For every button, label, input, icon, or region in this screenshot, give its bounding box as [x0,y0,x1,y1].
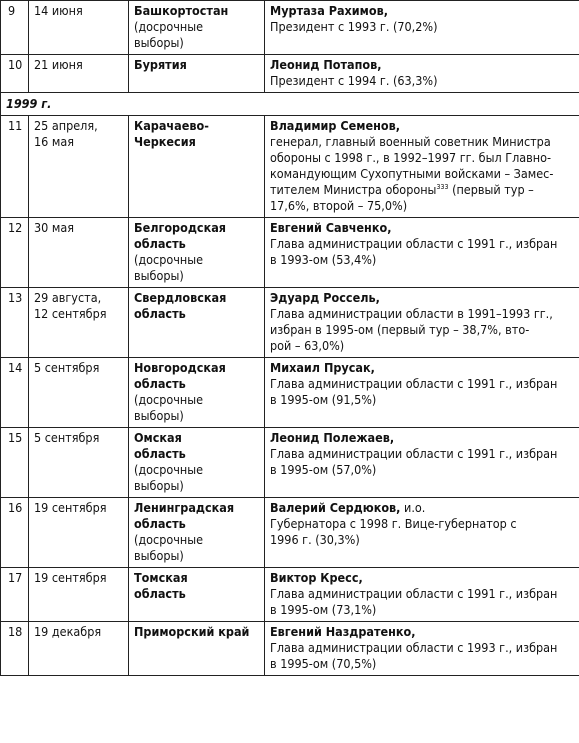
election-date-line-2: 12 сентября [34,306,107,321]
winner-cell [265,498,579,568]
region-cell [129,622,265,676]
region-cell [129,218,265,288]
winner-description-line: Глава администрации области с 1991 г., избран [270,446,558,461]
winner-name: Евгений Савченко, [270,220,392,235]
winner-description-line: в 1995-ом (57,0%) [270,462,377,477]
region-name-line: область [134,376,186,391]
election-date-line-1: 29 августа, [34,290,102,305]
row-number: 12 [1,218,29,288]
election-date-line-1: 19 сентября [34,500,107,515]
region-cell [129,1,265,55]
year-label: 1999 г. [1,93,579,116]
region-note-line: (досрочные [134,532,204,547]
table-row [1,358,579,428]
winner-cell [265,428,579,498]
election-date [29,622,129,676]
winner-name-line [270,290,575,306]
election-date [29,568,129,622]
row-number: 15 [1,428,29,498]
winner-description-line: в 1995-ом (70,5%) [270,656,377,671]
winner-cell [265,116,579,218]
region-note-line: выборы) [134,478,184,493]
winner-name: Михаил Прусак, [270,360,375,375]
election-date-line-1: 19 сентября [34,570,107,585]
region-name-line: Черкесия [134,134,196,149]
winner-name: Валерий Сердюков, [270,500,401,515]
election-date [29,218,129,288]
winner-cell [265,568,579,622]
region-note-line: выборы) [134,268,184,283]
region-cell [129,498,265,568]
winner-description-line: Президент с 1994 г. (63,3%) [270,73,438,88]
winner-name: Евгений Наздратенко, [270,624,416,639]
election-date [29,288,129,358]
winner-description-text: тителем Министра обороны [270,182,437,197]
winner-description-line: Глава администрации области с 1991 г., избран [270,236,558,251]
row-number: 13 [1,288,29,358]
election-date [29,358,129,428]
winner-cell [265,288,579,358]
winner-name: Муртаза Рахимов, [270,3,388,18]
winner-description-line: Глава администрации области с 1991 г., избран [270,586,558,601]
winner-cell [265,1,579,55]
winner-name-line [270,118,575,134]
region-name-line: Приморский край [134,624,250,639]
winner-name: Владимир Семенов, [270,118,400,133]
winner-description-line: избран в 1995-ом (первый тур – 38,7%, вто- [270,322,530,337]
winner-description-line: в 1995-ом (73,1%) [270,602,377,617]
region-cell [129,428,265,498]
winner-cell [265,358,579,428]
winner-cell [265,55,579,93]
winner-description-line [270,182,575,198]
election-date [29,1,129,55]
winner-name-suffix: и.о. [400,500,426,515]
table-row [1,1,579,55]
region-note-line: выборы) [134,548,184,563]
region-name-line: Бурятия [134,57,187,72]
election-date [29,116,129,218]
election-date-line-1: 25 апреля, [34,118,98,133]
region-name-line: область [134,586,186,601]
row-number: 18 [1,622,29,676]
row-number: 9 [1,1,29,55]
region-name-line: область [134,236,186,251]
winner-name-line [270,570,575,586]
winner-cell [265,622,579,676]
table-row [1,288,579,358]
winner-description-line: в 1995-ом (91,5%) [270,392,377,407]
table-row [1,55,579,93]
election-date-line-1: 5 сентября [34,360,100,375]
election-date-line-1: 21 июня [34,57,83,72]
winner-name-line [270,220,575,236]
row-number: 16 [1,498,29,568]
region-name-line: Ленинградская [134,500,235,515]
region-note-line: (досрочные [134,19,204,34]
election-date [29,498,129,568]
region-name-line: Белгородская [134,220,227,235]
winner-description-line: 17,6%, второй – 75,0%) [270,198,408,213]
year-separator-row [1,93,579,116]
table-row [1,428,579,498]
region-note-line: (досрочные [134,392,204,407]
election-date-line-1: 5 сентября [34,430,100,445]
winner-description-text: (первый тур – [452,182,534,197]
region-note-line: выборы) [134,408,184,423]
region-name-line: область [134,446,186,461]
winner-description-line: Глава администрации области с 1993 г., избран [270,640,558,655]
region-note-line: выборы) [134,35,184,50]
region-name-line: Новгородская [134,360,226,375]
winner-name-line [270,3,575,19]
winner-description-line: обороны с 1998 г., в 1992–1997 гг. был Главно- [270,150,552,165]
winner-description-line: Глава администрации области с 1991 г., избран [270,376,558,391]
region-name-line: область [134,516,186,531]
region-name-line: Башкортостан [134,3,229,18]
table-row [1,498,579,568]
election-date [29,428,129,498]
table-row [1,116,579,218]
table-row [1,622,579,676]
winner-name-line [270,360,575,376]
winner-name-line [270,430,575,446]
winner-description-line: командующим Сухопутными войсками – Замес- [270,166,554,181]
region-cell [129,116,265,218]
election-date-line-1: 30 мая [34,220,75,235]
winner-description-line: рой – 63,0%) [270,338,345,353]
row-number: 10 [1,55,29,93]
winner-description-line: в 1993-ом (53,4%) [270,252,377,267]
election-date-line-1: 19 декабря [34,624,102,639]
winner-name-line [270,500,575,516]
region-name-line: Карачаево- [134,118,209,133]
region-cell [129,358,265,428]
winner-description-line: Президент с 1993 г. (70,2%) [270,19,438,34]
region-note-line: (досрочные [134,462,204,477]
region-cell [129,568,265,622]
row-number: 11 [1,116,29,218]
elections-table-body [1,1,579,676]
winner-description-line: генерал, главный военный советник Министра [270,134,551,149]
region-name-line: Омская [134,430,182,445]
winner-name-line [270,624,575,640]
region-note-line: (досрочные [134,252,204,267]
winner-name: Леонид Полежаев, [270,430,395,445]
winner-description-line: 1996 г. (30,3%) [270,532,360,547]
winner-name: Леонид Потапов, [270,57,382,72]
table-row [1,218,579,288]
region-name-line: область [134,306,186,321]
winner-description-line: Губернатора с 1998 г. Вице-губернатор с [270,516,517,531]
winner-description-line: Глава администрации области в 1991–1993 гг., [270,306,553,321]
region-name-line: Свердловская [134,290,227,305]
footnote-marker: 333 [436,182,449,191]
row-number: 17 [1,568,29,622]
winner-cell [265,218,579,288]
election-date [29,55,129,93]
winner-name: Эдуард Россель, [270,290,380,305]
election-date-line-2: 16 мая [34,134,75,149]
region-cell [129,288,265,358]
election-date-line-1: 14 июня [34,3,83,18]
winner-name: Виктор Кресс, [270,570,363,585]
table-row [1,568,579,622]
row-number: 14 [1,358,29,428]
region-cell [129,55,265,93]
winner-name-line [270,57,575,73]
region-name-line: Томская [134,570,188,585]
